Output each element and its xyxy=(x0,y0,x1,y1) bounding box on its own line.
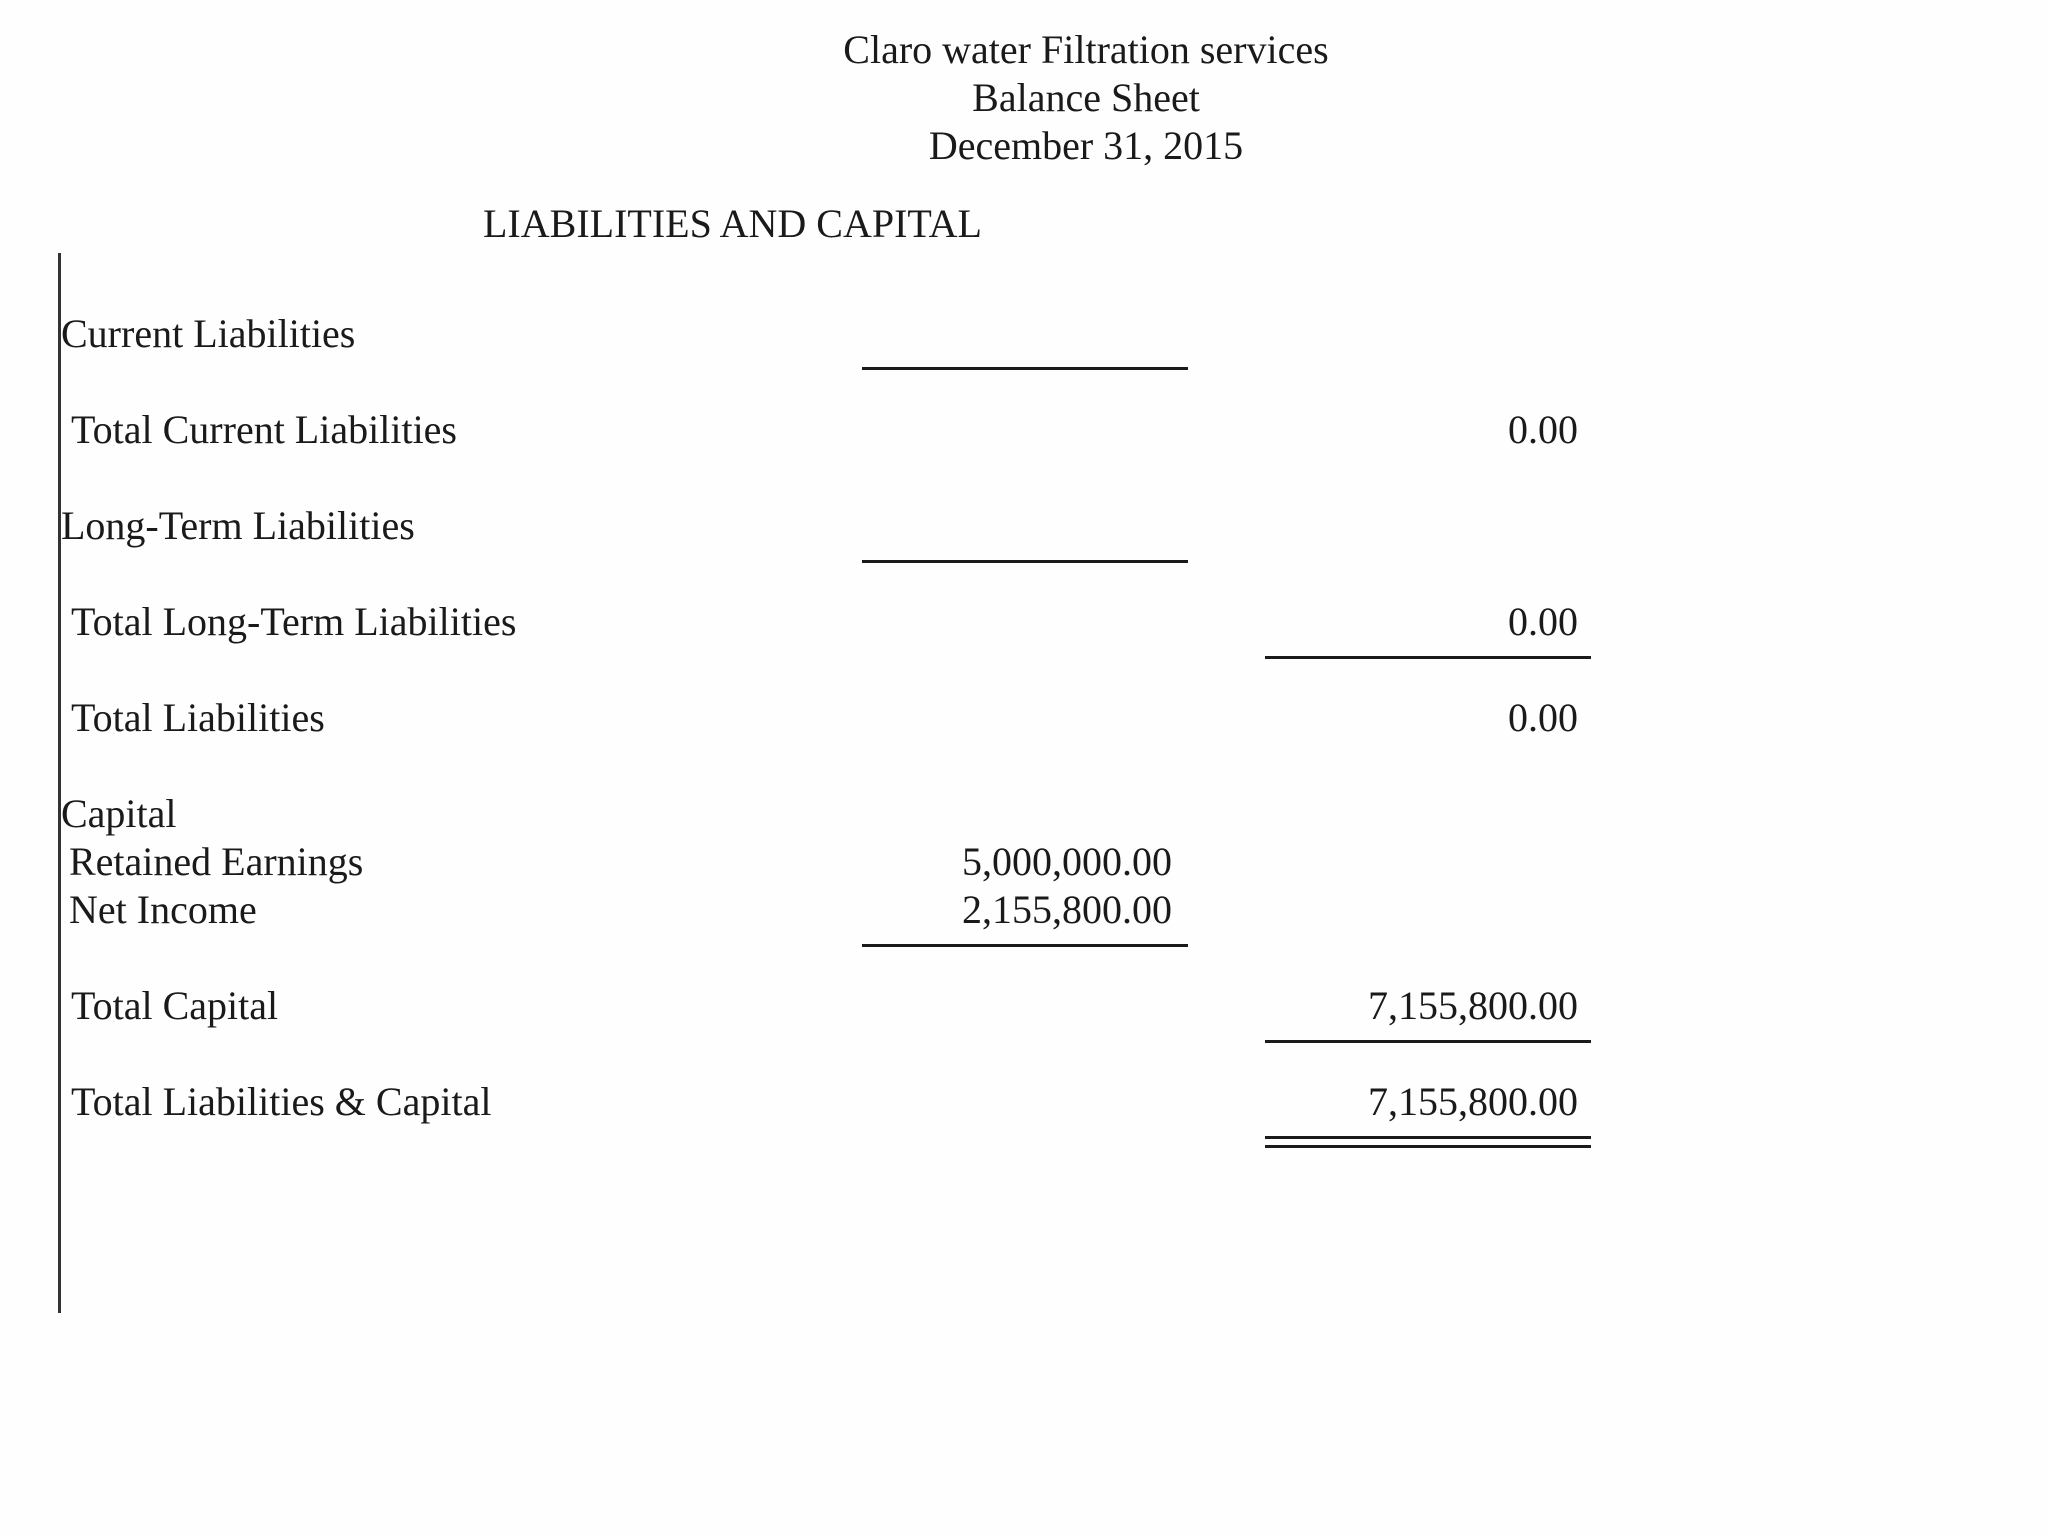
total-capital-label: Total Capital xyxy=(71,983,279,1028)
retained-earnings-label: Retained Earnings xyxy=(69,839,364,884)
left-margin-rule xyxy=(58,253,61,1313)
current-liabilities-subtotal-rule xyxy=(862,367,1188,370)
long-term-liabilities-heading: Long-Term Liabilities xyxy=(61,503,415,548)
company-name: Claro water Filtration services xyxy=(843,27,1329,72)
grand-total-double-rule-top xyxy=(1265,1136,1591,1139)
long-term-liabilities-subtotal-rule xyxy=(862,560,1188,563)
total-long-term-liabilities-label: Total Long-Term Liabilities xyxy=(71,599,517,644)
net-income-value: 2,155,800.00 xyxy=(962,887,1172,932)
grand-total-double-rule-bottom xyxy=(1265,1145,1591,1148)
total-liabilities-value: 0.00 xyxy=(1508,695,1578,740)
liabilities-total-rule xyxy=(1265,656,1591,659)
total-liabilities-label: Total Liabilities xyxy=(71,695,325,740)
section-title: LIABILITIES AND CAPITAL xyxy=(483,201,982,246)
total-long-term-liabilities-value: 0.00 xyxy=(1508,599,1578,644)
total-current-liabilities-label: Total Current Liabilities xyxy=(71,407,457,452)
capital-heading: Capital xyxy=(61,791,177,836)
total-current-liabilities-value: 0.00 xyxy=(1508,407,1578,452)
capital-subtotal-rule xyxy=(862,944,1188,947)
total-capital-value: 7,155,800.00 xyxy=(1368,983,1578,1028)
current-liabilities-heading: Current Liabilities xyxy=(61,311,356,356)
total-liabilities-capital-value: 7,155,800.00 xyxy=(1368,1079,1578,1124)
retained-earnings-value: 5,000,000.00 xyxy=(962,839,1172,884)
net-income-label: Net Income xyxy=(69,887,257,932)
total-liabilities-capital-label: Total Liabilities & Capital xyxy=(71,1079,492,1124)
statement-date: December 31, 2015 xyxy=(928,123,1244,168)
capital-total-rule xyxy=(1265,1040,1591,1043)
statement-title: Balance Sheet xyxy=(972,75,1200,120)
